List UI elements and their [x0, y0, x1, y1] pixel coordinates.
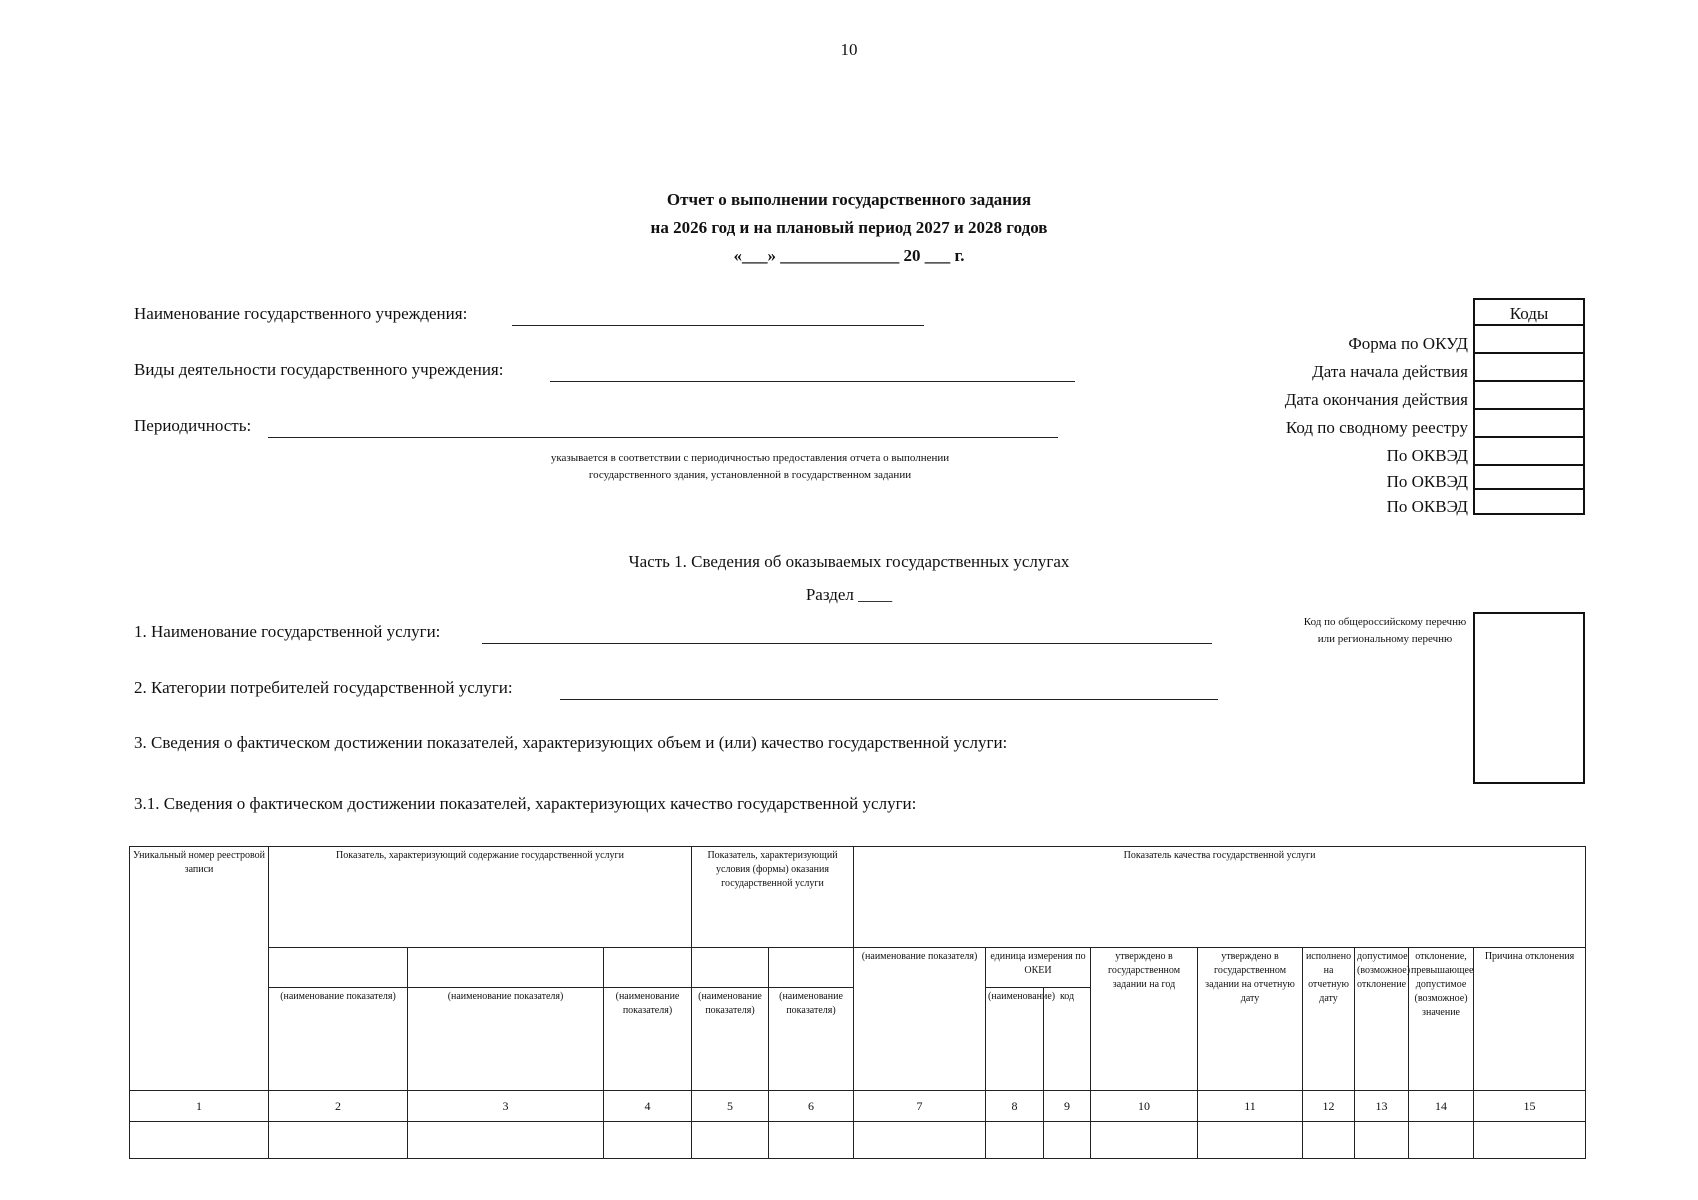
table-cell[interactable] [986, 1122, 1044, 1159]
codes-header: Коды [1473, 298, 1585, 326]
code-label-okved-2: По ОКВЭД [1386, 472, 1468, 491]
service-name-field[interactable] [482, 643, 1212, 644]
periodicity-field[interactable] [268, 437, 1058, 438]
th-unique-number: Уникальный номер реестровой записи [130, 847, 269, 1091]
codes-box [1473, 298, 1585, 515]
part-title: Часть 1. Сведения об оказываемых государственных услугах [628, 552, 1070, 571]
th-col7: (наименование показателя) [854, 948, 986, 1091]
th-col15: Причина отклонения [1474, 948, 1586, 1091]
code-registry-cell[interactable] [1473, 410, 1585, 438]
institution-name-label: Наименование государственного учреждения: [134, 304, 468, 323]
th-col11: утверждено в государственном задании на отчетную дату [1198, 948, 1303, 1091]
table-cell[interactable] [692, 1122, 769, 1159]
code-okud-cell[interactable] [1473, 326, 1585, 354]
table-cell[interactable] [1409, 1122, 1474, 1159]
codes-labels [1285, 330, 1468, 519]
table-cell[interactable] [1474, 1122, 1586, 1159]
col-number: 1 [130, 1091, 269, 1122]
code-end-date-cell[interactable] [1473, 382, 1585, 410]
activity-types-label: Виды деятельности государственного учреждения: [134, 360, 504, 379]
col-number: 14 [1409, 1091, 1474, 1122]
th-blank-3[interactable] [408, 948, 604, 988]
report-period: на 2026 год и на плановый период 2027 и 2028 годов [650, 218, 1048, 237]
periodicity-label: Периодичность: [134, 416, 252, 435]
table-cell[interactable] [1303, 1122, 1355, 1159]
th-quality-indicator: Показатель качества государственной услуги [854, 847, 1586, 948]
th-col5: (наименование показателя) [692, 988, 769, 1091]
consumer-categories-field[interactable] [560, 699, 1218, 700]
quality-heading: 3.1. Сведения о фактическом достижении показателей, характеризующих качество государственной услуги: [134, 794, 917, 813]
activity-types-field[interactable] [550, 381, 1075, 382]
consumer-categories-label: 2. Категории потребителей государственной услуги: [134, 678, 513, 697]
th-conditions-indicator: Показатель, характеризующий условия (формы) оказания государственной услуги [692, 847, 854, 948]
th-unit-okei: единица измерения по ОКЕИ [986, 948, 1091, 988]
code-label-start-date: Дата начала действия [1312, 362, 1468, 381]
col-number: 9 [1044, 1091, 1091, 1122]
periodicity-note-line1: указывается в соответствии с периодичностью предоставления отчета о выполнении [550, 452, 950, 464]
registry-code-cell[interactable] [1473, 612, 1585, 784]
quality-table [129, 846, 1586, 1159]
th-col13: допустимое (возможное) отклонение [1355, 948, 1409, 1091]
table-cell[interactable] [1044, 1122, 1091, 1159]
col-number: 4 [604, 1091, 692, 1122]
table-cell[interactable] [604, 1122, 692, 1159]
th-blank-6[interactable] [769, 948, 854, 988]
col-number: 15 [1474, 1091, 1586, 1122]
th-col3: (наименование показателя) [408, 988, 604, 1091]
institution-name-field[interactable] [512, 325, 924, 326]
table-cell[interactable] [1091, 1122, 1198, 1159]
th-col10: утверждено в государственном задании на год [1091, 948, 1198, 1091]
col-number: 3 [408, 1091, 604, 1122]
service-name-label: 1. Наименование государственной услуги: [134, 622, 441, 641]
registry-code-note: Код по общероссийскому перечню или региональному перечню [1303, 616, 1467, 645]
table-cell[interactable] [854, 1122, 986, 1159]
th-col8: (наименование) [986, 988, 1044, 1091]
code-okved-cell-3[interactable] [1473, 490, 1585, 515]
th-col4: (наименование показателя) [604, 988, 692, 1091]
table-cell[interactable] [769, 1122, 854, 1159]
code-label-end-date: Дата окончания действия [1284, 390, 1468, 409]
th-blank-5[interactable] [692, 948, 769, 988]
th-blank-4[interactable] [604, 948, 692, 988]
col-number: 5 [692, 1091, 769, 1122]
th-col12: исполнено на отчетную дату [1303, 948, 1355, 1091]
code-okved-cell-1[interactable] [1473, 438, 1585, 466]
col-number: 11 [1198, 1091, 1303, 1122]
periodicity-note [400, 450, 1100, 484]
table-cell[interactable] [269, 1122, 408, 1159]
th-col6: (наименование показателя) [769, 988, 854, 1091]
table-row [130, 1122, 1586, 1159]
code-start-date-cell[interactable] [1473, 354, 1585, 382]
th-col14: отклонение, превышающее допустимое (возможное) значение [1409, 948, 1474, 1091]
report-title: Отчет о выполнении государственного задания [666, 190, 1032, 209]
col-number: 13 [1355, 1091, 1409, 1122]
table-cell[interactable] [1355, 1122, 1409, 1159]
code-label-registry: Код по сводному реестру [1285, 418, 1468, 437]
code-label-okud: Форма по ОКУД [1348, 334, 1468, 353]
section-label: Раздел ____ [805, 585, 893, 604]
th-col2: (наименование показателя) [269, 988, 408, 1091]
code-label-okved-1: По ОКВЭД [1386, 446, 1468, 465]
code-label-okved-3: По ОКВЭД [1386, 497, 1468, 516]
report-date: «___» ______________ 20 ___ г. [733, 246, 965, 265]
th-blank-2[interactable] [269, 948, 408, 988]
th-content-indicator: Показатель, характеризующий содержание государственной услуги [269, 847, 692, 948]
col-number: 12 [1303, 1091, 1355, 1122]
table-cell[interactable] [1198, 1122, 1303, 1159]
col-number: 2 [269, 1091, 408, 1122]
code-okved-cell-2[interactable] [1473, 466, 1585, 490]
th-col9: код [1044, 988, 1091, 1091]
page-number: 10 [840, 40, 858, 59]
col-number: 7 [854, 1091, 986, 1122]
periodicity-note-line2: государственного здания, установленной в государственном задании [588, 469, 912, 481]
quality-table-wrap [129, 846, 1585, 1159]
table-cell[interactable] [130, 1122, 269, 1159]
col-number: 8 [986, 1091, 1044, 1122]
col-number: 10 [1091, 1091, 1198, 1122]
column-numbers-row [130, 1091, 1586, 1122]
table-cell[interactable] [408, 1122, 604, 1159]
col-number: 6 [769, 1091, 854, 1122]
volume-quality-heading: 3. Сведения о фактическом достижении показателей, характеризующих объем и (или) качество государственной услуги: [134, 733, 1008, 752]
